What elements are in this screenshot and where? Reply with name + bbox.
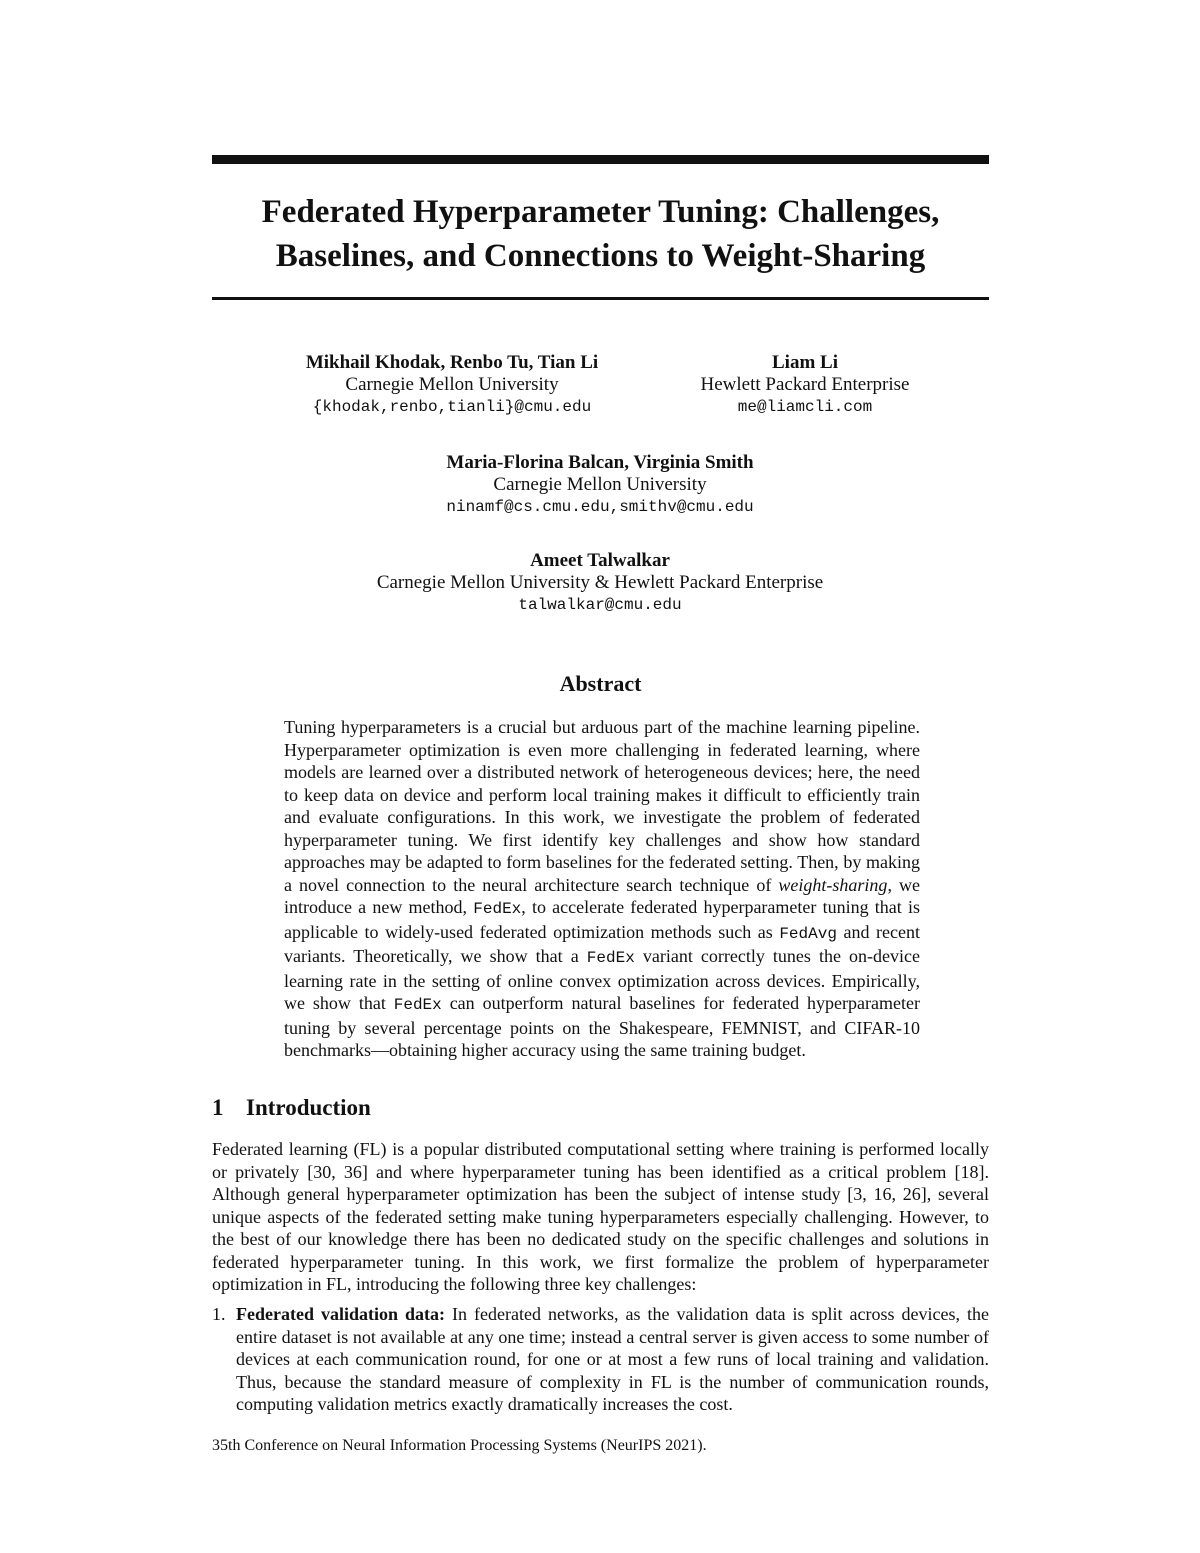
author-email: ninamf@cs.cmu.edu,smithv@cmu.edu bbox=[446, 498, 754, 516]
abstract-heading: Abstract bbox=[559, 671, 642, 696]
abstract-text: can outperform natural baselines for federated hyperparameter tuning by several percentage points on the Shakespeare, FEMNIST, and CIFAR-10 benchmarks—obtaining higher accuracy using the same training budget. bbox=[284, 993, 920, 1060]
title-line-1: Federated Hyperparameter Tuning: Challenges, bbox=[261, 194, 940, 230]
list-marker: 1. bbox=[212, 1304, 226, 1324]
author-names: Maria-Florina Balcan, Virginia Smith bbox=[446, 452, 754, 473]
author-block-2 bbox=[640, 352, 970, 418]
section-title: Introduction bbox=[246, 1095, 371, 1120]
abstract-emphasis: weight-sharing bbox=[778, 874, 888, 895]
abstract-text: , to accelerate federated hyperparameter tuning that is applicable to widely-used federated optimization methods such as bbox=[284, 897, 920, 942]
author-affiliation: Carnegie Mellon University bbox=[493, 474, 707, 495]
method-name: FedAvg bbox=[779, 924, 837, 943]
list-item bbox=[212, 1303, 989, 1416]
title-rule-bottom bbox=[212, 297, 989, 300]
author-block-1 bbox=[262, 352, 642, 418]
list-item-text: In federated networks, as the validation data is split across devices, the entire dataset is not available at any one time; instead a central server is given access to some number of devices at each communication round, for one or at most a few runs of local training and validation. Thus, because the standard measure of complexity in FL is the number of communication rounds, computing validation metrics exactly dramatically increases the cost. bbox=[236, 1304, 989, 1414]
author-block-4 bbox=[300, 550, 900, 616]
section-number: 1 bbox=[212, 1095, 224, 1120]
author-block-3 bbox=[300, 452, 900, 518]
list-item-lead: Federated validation data: bbox=[236, 1304, 446, 1324]
challenge-list bbox=[212, 1303, 989, 1416]
abstract-text: variant correctly tunes the on-device learning rate in the setting of online convex optimization across devices. Empirically, we show that bbox=[284, 946, 920, 1013]
intro-paragraph: Federated learning (FL) is a popular distributed computational setting where training is performed locally or privately [30, 36] and where hyperparameter tuning has been identified as a critical problem [18]. Although general hyperparameter optimization has been the subject of intense study [3, 16, 26], several unique aspects of the federated setting make tuning hyperparameters especially challenging. However, to the best of our knowledge there has been no dedicated study on the specific challenges and solutions in federated hyperparameter tuning. In this work, we first formalize the problem of hyperparameter optimization in FL, introducing the following three key challenges: bbox=[212, 1139, 989, 1294]
title-rule-top bbox=[212, 155, 989, 164]
paper-title bbox=[212, 190, 989, 278]
author-email: talwalkar@cmu.edu bbox=[518, 596, 682, 614]
abstract-text: Tuning hyperparameters is a crucial but arduous part of the machine learning pipeline. Hyperparameter optimization is even more challenging in federated learning, where models are learned over a distributed network of heterogeneous devices; here, the need to keep data on device and perform local training makes it difficult to efficiently train and evaluate configurations. In this work, we investigate the problem of federated hyperparameter tuning. We first identify key challenges and show how standard approaches may be adapted to form baselines for the federated setting. Then, by making a novel connection to the neural architecture search technique of bbox=[284, 717, 920, 895]
conference-footer: 35th Conference on Neural Information Processing Systems (NeurIPS 2021). bbox=[212, 1437, 707, 1454]
section-heading bbox=[212, 1095, 371, 1121]
method-name: FedEx bbox=[393, 996, 442, 1014]
title-line-2: Baselines, and Connections to Weight-Sharing bbox=[275, 238, 926, 274]
author-affiliation: Carnegie Mellon University & Hewlett Packard Enterprise bbox=[376, 572, 824, 593]
author-email: me@liamcli.com bbox=[737, 398, 873, 416]
method-name: FedEx bbox=[586, 949, 635, 967]
abstract-text: and recent variants. Theoretically, we show that a bbox=[284, 921, 921, 966]
author-affiliation: Hewlett Packard Enterprise bbox=[700, 374, 910, 395]
author-names: Liam Li bbox=[772, 352, 838, 373]
abstract-text: , we introduce a new method, bbox=[284, 874, 920, 917]
author-email: {khodak,renbo,tianli}@cmu.edu bbox=[312, 398, 592, 416]
author-names: Mikhail Khodak, Renbo Tu, Tian Li bbox=[305, 352, 599, 373]
author-names: Ameet Talwalkar bbox=[530, 550, 670, 571]
method-name: FedEx bbox=[473, 900, 522, 918]
abstract-body bbox=[284, 716, 920, 1062]
author-affiliation: Carnegie Mellon University bbox=[345, 374, 559, 395]
